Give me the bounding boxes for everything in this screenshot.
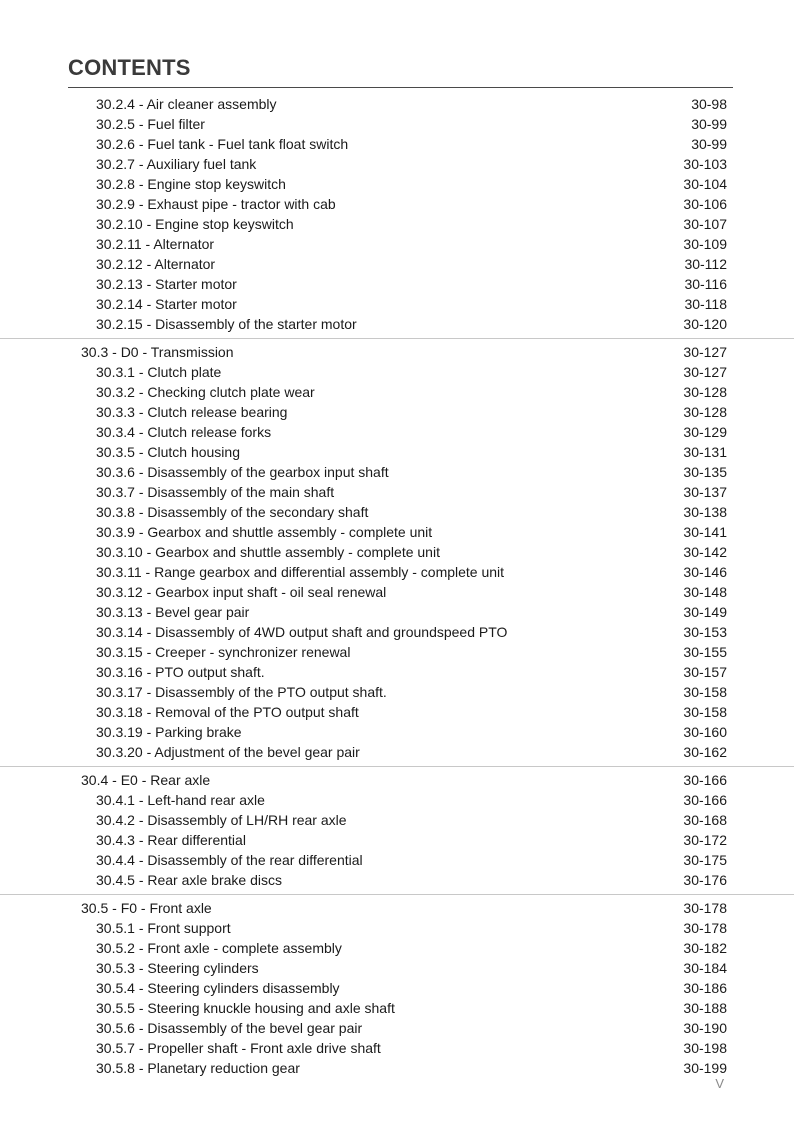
toc-entry-title: 30.3.16 - PTO output shaft. (96, 664, 265, 680)
toc-entry[interactable] (0, 662, 794, 682)
toc-page-number: 30-129 (683, 424, 727, 440)
toc-page-number: 30-176 (683, 872, 727, 888)
toc-entry[interactable] (0, 214, 794, 234)
toc-entry[interactable] (0, 1038, 794, 1058)
toc-entry-title: 30.2.15 - Disassembly of the starter motor (96, 316, 357, 332)
toc-page-number: 30-128 (683, 404, 727, 420)
toc-entry-title: 30.3.18 - Removal of the PTO output shaft (96, 704, 359, 720)
toc-page-number: 30-141 (683, 524, 727, 540)
toc-entry-title: 30.2.11 - Alternator (96, 236, 215, 252)
toc-section-entry[interactable] (0, 342, 794, 362)
toc-entry-title: 30.3.1 - Clutch plate (96, 364, 222, 380)
toc-entry[interactable] (0, 582, 794, 602)
toc-entry[interactable] (0, 938, 794, 958)
toc-page-number: 30-160 (683, 724, 727, 740)
toc-entry-title: 30.2.4 - Air cleaner assembly (96, 96, 277, 112)
toc-entry[interactable] (0, 998, 794, 1018)
toc-page-number: 30-109 (683, 236, 727, 252)
toc-page-number: 30-116 (684, 276, 727, 292)
toc-entry[interactable] (0, 274, 794, 294)
toc-page-number: 30-127 (683, 344, 727, 360)
toc-entry[interactable] (0, 542, 794, 562)
toc-entry[interactable] (0, 154, 794, 174)
toc-page-number: 30-148 (683, 584, 727, 600)
toc-page-number: 30-120 (683, 316, 727, 332)
toc-page-number: 30-149 (683, 604, 727, 620)
toc-entry-title: 30.4.5 - Rear axle brake discs (96, 872, 282, 888)
toc-page-number: 30-162 (683, 744, 727, 760)
toc-page-number: 30-184 (683, 960, 727, 976)
toc-page-number: 30-99 (691, 116, 727, 132)
toc-entry-title: 30.3.20 - Adjustment of the bevel gear pair (96, 744, 360, 760)
page-number: V (715, 1076, 724, 1091)
toc-entry-title: 30.5.3 - Steering cylinders (96, 960, 259, 976)
toc-entry[interactable] (0, 522, 794, 542)
toc-entry[interactable] (0, 642, 794, 662)
toc-page-number: 30-188 (683, 1000, 727, 1016)
toc-entry-title: 30.5.1 - Front support (96, 920, 231, 936)
toc-page-number: 30-178 (683, 900, 727, 916)
toc-entry-title: 30.2.10 - Engine stop keyswitch (96, 216, 294, 232)
toc-entry[interactable] (0, 742, 794, 762)
toc-entry-title: 30.2.8 - Engine stop keyswitch (96, 176, 286, 192)
toc-entry[interactable] (0, 978, 794, 998)
toc-section-entry[interactable] (0, 770, 794, 790)
toc-entry[interactable] (0, 234, 794, 254)
toc-entry[interactable] (0, 958, 794, 978)
toc-entry[interactable] (0, 422, 794, 442)
toc-entry-title: 30.2.6 - Fuel tank - Fuel tank float switch (96, 136, 349, 152)
toc-page-number: 30-157 (683, 664, 727, 680)
toc-entry[interactable] (0, 362, 794, 382)
toc-page-number: 30-137 (683, 484, 727, 500)
toc-page-number: 30-99 (691, 136, 727, 152)
toc-page-number: 30-153 (683, 624, 727, 640)
toc-entry[interactable] (0, 114, 794, 134)
toc-entry[interactable] (0, 810, 794, 830)
toc-page-number: 30-186 (683, 980, 727, 996)
toc-section-title: 30.4 - E0 - Rear axle (81, 772, 211, 788)
toc-entry[interactable] (0, 722, 794, 742)
toc-page-number: 30-98 (691, 96, 727, 112)
toc-page-number: 30-182 (683, 940, 727, 956)
toc-block (0, 94, 794, 334)
toc-entry-title: 30.4.2 - Disassembly of LH/RH rear axle (96, 812, 347, 828)
toc-entry-title: 30.3.10 - Gearbox and shuttle assembly - complete unit (96, 544, 440, 560)
toc-entry[interactable] (0, 682, 794, 702)
toc-block (0, 766, 794, 890)
toc-page-number: 30-175 (683, 852, 727, 868)
toc-entry-title: 30.3.17 - Disassembly of the PTO output shaft. (96, 684, 387, 700)
toc-entry-title: 30.5.8 - Planetary reduction gear (96, 1060, 300, 1076)
toc-page-number: 30-166 (683, 772, 727, 788)
toc-entry-title: 30.3.4 - Clutch release forks (96, 424, 272, 440)
toc-page-number: 30-158 (683, 684, 727, 700)
toc-entry-title: 30.3.9 - Gearbox and shuttle assembly - complete unit (96, 524, 433, 540)
toc-page-number: 30-118 (684, 296, 727, 312)
toc-entry-title: 30.5.4 - Steering cylinders disassembly (96, 980, 340, 996)
toc-page-number: 30-106 (683, 196, 727, 212)
toc-entry-title: 30.3.19 - Parking brake (96, 724, 242, 740)
toc-entry[interactable] (0, 294, 794, 314)
toc-entry[interactable] (0, 850, 794, 870)
page-title: CONTENTS (68, 55, 191, 80)
toc-entry-title: 30.5.7 - Propeller shaft - Front axle drive shaft (96, 1040, 381, 1056)
toc-page-number: 30-190 (683, 1020, 727, 1036)
toc-entry[interactable] (0, 254, 794, 274)
toc-entry[interactable] (0, 94, 794, 114)
toc-entry-title: 30.5.2 - Front axle - complete assembly (96, 940, 342, 956)
toc-entry-title: 30.5.6 - Disassembly of the bevel gear pair (96, 1020, 363, 1036)
toc-entry-title: 30.3.13 - Bevel gear pair (96, 604, 250, 620)
toc-entry[interactable] (0, 1018, 794, 1038)
toc-page-number: 30-104 (683, 176, 727, 192)
toc-page-number: 30-142 (683, 544, 727, 560)
toc-entry-title: 30.5.5 - Steering knuckle housing and axle shaft (96, 1000, 395, 1016)
toc-page-number: 30-138 (683, 504, 727, 520)
toc-block (0, 338, 794, 762)
toc-entry[interactable] (0, 442, 794, 462)
toc-page-number: 30-155 (683, 644, 727, 660)
toc-entry-title: 30.3.8 - Disassembly of the secondary shaft (96, 504, 369, 520)
toc-page-number: 30-135 (683, 464, 727, 480)
toc-entry[interactable] (0, 194, 794, 214)
toc-page-number: 30-112 (684, 256, 727, 272)
toc-entry[interactable] (0, 314, 794, 334)
toc-entry-title: 30.3.2 - Checking clutch plate wear (96, 384, 315, 400)
toc-entry-title: 30.2.12 - Alternator (96, 256, 216, 272)
toc-entry[interactable] (0, 870, 794, 890)
toc-entry-title: 30.2.14 - Starter motor (96, 296, 237, 312)
toc-entry[interactable] (0, 622, 794, 642)
toc-entry[interactable] (0, 134, 794, 154)
toc-entry[interactable] (0, 462, 794, 482)
toc-entry-title: 30.2.9 - Exhaust pipe - tractor with cab (96, 196, 336, 212)
toc-page-number: 30-168 (683, 812, 727, 828)
toc-entry-title: 30.2.7 - Auxiliary fuel tank (96, 156, 257, 172)
toc-page-number: 30-172 (683, 832, 727, 848)
toc-entry-title: 30.3.6 - Disassembly of the gearbox input shaft (96, 464, 389, 480)
toc-entry-title: 30.3.5 - Clutch housing (96, 444, 240, 460)
toc-page-number: 30-166 (683, 792, 727, 808)
toc-section-entry[interactable] (0, 898, 794, 918)
toc-page-number: 30-199 (683, 1060, 727, 1076)
toc-entry-title: 30.4.4 - Disassembly of the rear differential (96, 852, 363, 868)
toc-page-number: 30-146 (683, 564, 727, 580)
toc-entry[interactable] (0, 918, 794, 938)
toc-page-number: 30-198 (683, 1040, 727, 1056)
toc-entry[interactable] (0, 482, 794, 502)
toc-section-title: 30.3 - D0 - Transmission (81, 344, 234, 360)
toc-block (0, 894, 794, 1078)
toc-page-number: 30-128 (683, 384, 727, 400)
toc-section-title: 30.5 - F0 - Front axle (81, 900, 212, 916)
toc-entry-title: 30.3.12 - Gearbox input shaft - oil seal renewal (96, 584, 387, 600)
toc-entry-title: 30.2.5 - Fuel filter (96, 116, 205, 132)
toc-entry-title: 30.2.13 - Starter motor (96, 276, 237, 292)
toc-entry-title: 30.3.14 - Disassembly of 4WD output shaft and groundspeed PTO (96, 624, 508, 640)
toc-entry[interactable] (0, 382, 794, 402)
toc-entry[interactable] (0, 502, 794, 522)
toc-page-number: 30-131 (683, 444, 727, 460)
toc-entry[interactable] (0, 790, 794, 810)
toc-entry[interactable] (0, 1058, 794, 1078)
toc-entry[interactable] (0, 602, 794, 622)
toc-page-number: 30-127 (683, 364, 727, 380)
toc-entry-title: 30.4.1 - Left-hand rear axle (96, 792, 265, 808)
toc-entry-title: 30.3.15 - Creeper - synchronizer renewal (96, 644, 351, 660)
toc-entry[interactable] (0, 402, 794, 422)
toc-entry[interactable] (0, 702, 794, 722)
toc-entry-title: 30.4.3 - Rear differential (96, 832, 246, 848)
toc-entry[interactable] (0, 174, 794, 194)
table-of-contents (0, 94, 794, 1078)
toc-entry[interactable] (0, 830, 794, 850)
toc-page-number: 30-107 (683, 216, 727, 232)
toc-page-number: 30-103 (683, 156, 727, 172)
toc-page-number: 30-158 (683, 704, 727, 720)
toc-entry-title: 30.3.7 - Disassembly of the main shaft (96, 484, 335, 500)
title-divider (68, 87, 733, 88)
toc-entry[interactable] (0, 562, 794, 582)
toc-page-number: 30-178 (683, 920, 727, 936)
toc-entry-title: 30.3.3 - Clutch release bearing (96, 404, 288, 420)
toc-entry-title: 30.3.11 - Range gearbox and differential assembly - complete unit (96, 564, 505, 580)
